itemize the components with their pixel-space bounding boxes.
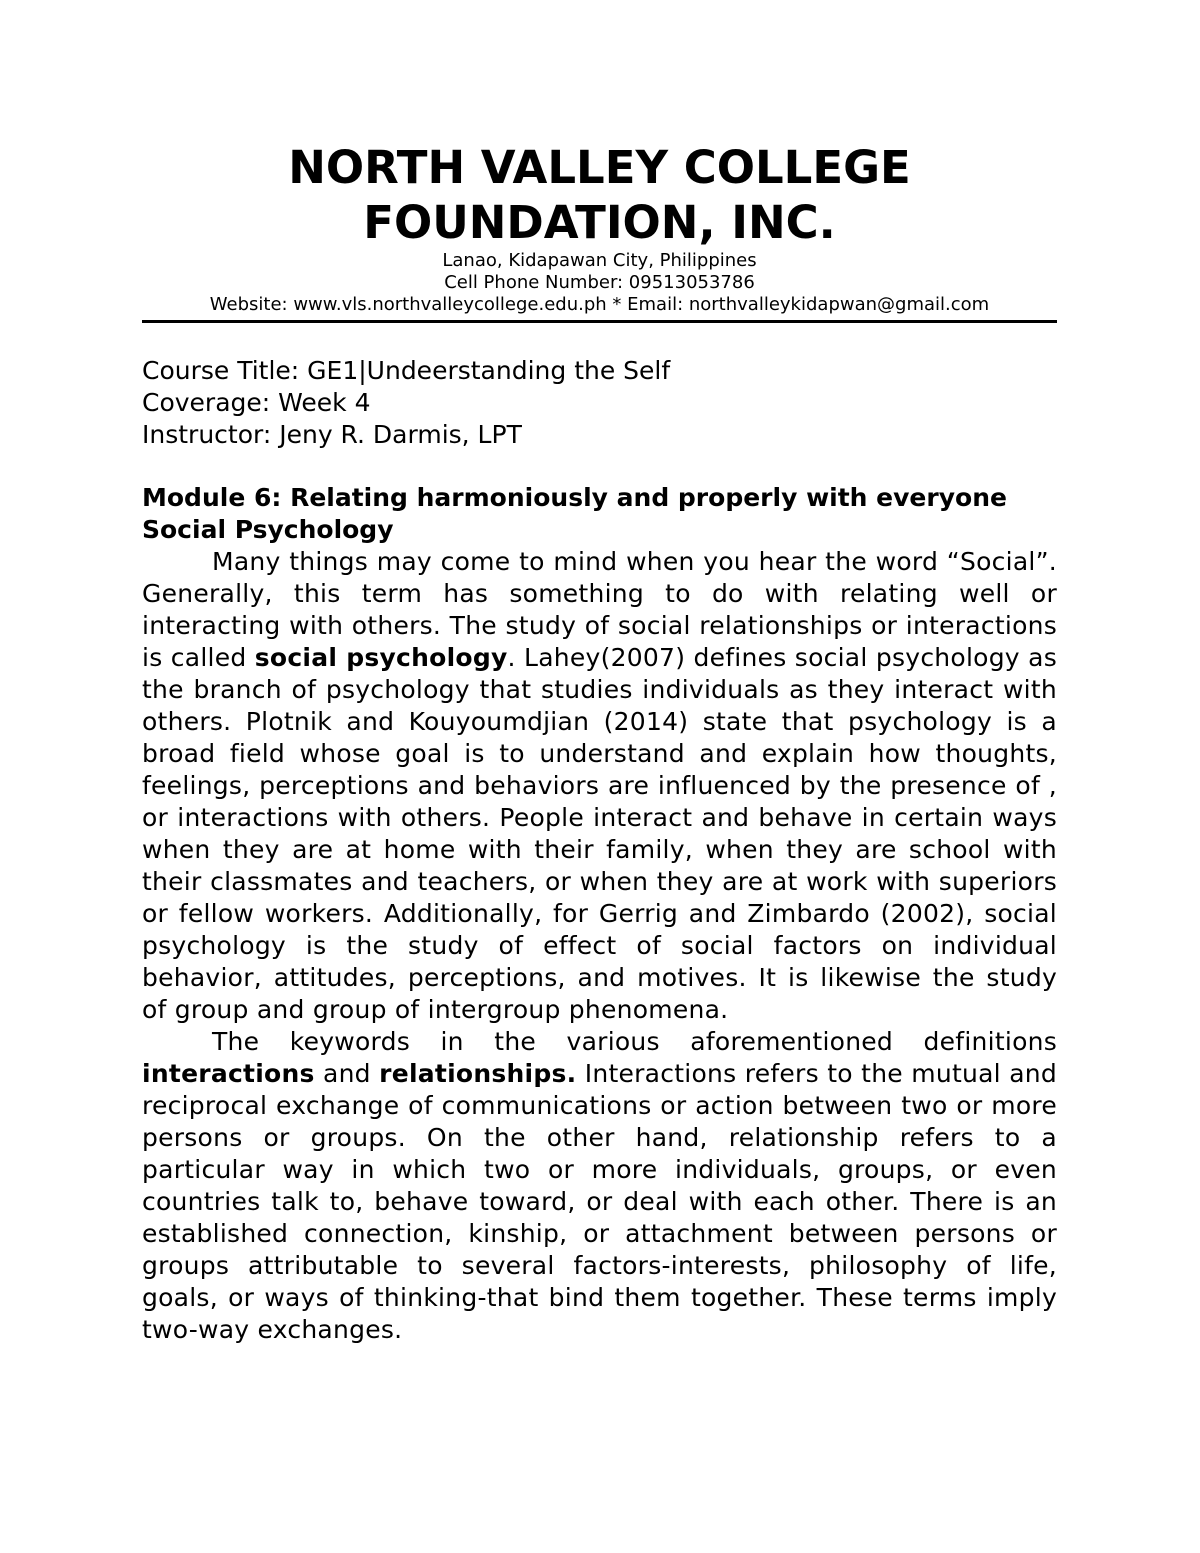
paragraph-social-psychology: [142, 546, 1057, 1026]
paragraph2-text-c: Interactions refers to the mutual and reciprocal exchange of communications or action between two or more persons or groups. On the other hand, relationship refers to a particular way in which two or more individuals, groups, or even countries talk to, behave toward, or deal with each other. There is an established connection, kinship, or attachment between persons or groups attributable to several factors-interests, philosophy of life, goals, or ways of thinking-that bind them together. These terms imply two-way exchanges.: [142, 1059, 1057, 1344]
module-body: [142, 482, 1057, 1346]
document-page: [142, 140, 1057, 1346]
college-name-line2: FOUNDATION, INC.: [363, 196, 836, 249]
paragraph1-keyword: social psychology: [254, 643, 508, 672]
paragraph1-text-b: . Lahey(2007) defines social psychology as the branch of psychology that studies individuals as they interact with others. Plotnik and Kouyoumdjian (2014) state that psychology is a broad field whose goal is to understand and explain how thoughts, feelings, perceptions and behaviors are influenced by the presence of , or interactions with others. People interact and behave in certain ways when they are at home with their family, when they are school with their classmates and teachers, or when they are at work with superiors or fellow workers. Additionally, for Gerrig and Zimbardo (2002), social psychology is the study of effect of social factors on individual behavior, attitudes, perceptions, and motives. It is likewise the study of group and group of intergroup phenomena.: [142, 643, 1058, 1024]
course-info: [142, 355, 1057, 451]
paragraph1-text-a: Many things may come to mind when you hear the word “Social”. Generally, this term has something to do with relating well or interacting with others. The study of social relationships or interactions is called: [142, 547, 1057, 672]
course-title: Course Title: GE1|Undeerstanding the Self: [142, 356, 671, 385]
college-name-line1: NORTH VALLEY COLLEGE: [288, 141, 911, 194]
header-divider: [142, 320, 1057, 323]
college-address: Lanao, Kidapawan City, Philippines: [442, 250, 757, 271]
college-web-email: Website: www.vls.northvalleycollege.edu.ph * Email: northvalleykidapwan@gmail.com: [209, 294, 990, 315]
paragraph2-keyword-relationships: relationships.: [379, 1059, 577, 1088]
section-title: Social Psychology: [142, 515, 394, 544]
paragraph-keywords: [142, 1026, 1057, 1346]
paragraph2-text-a: The keywords in the various aforementioned definitions: [212, 1027, 1057, 1056]
paragraph2-keyword-interactions: interactions: [142, 1059, 315, 1088]
module-title: Module 6: Relating harmoniously and properly with everyone: [142, 483, 1007, 512]
course-coverage: Coverage: Week 4: [142, 388, 371, 417]
college-phone: Cell Phone Number: 09513053786: [444, 272, 755, 293]
paragraph2-text-b: and: [314, 1059, 380, 1088]
course-instructor: Instructor: Jeny R. Darmis, LPT: [142, 420, 522, 449]
letterhead: [142, 140, 1057, 323]
